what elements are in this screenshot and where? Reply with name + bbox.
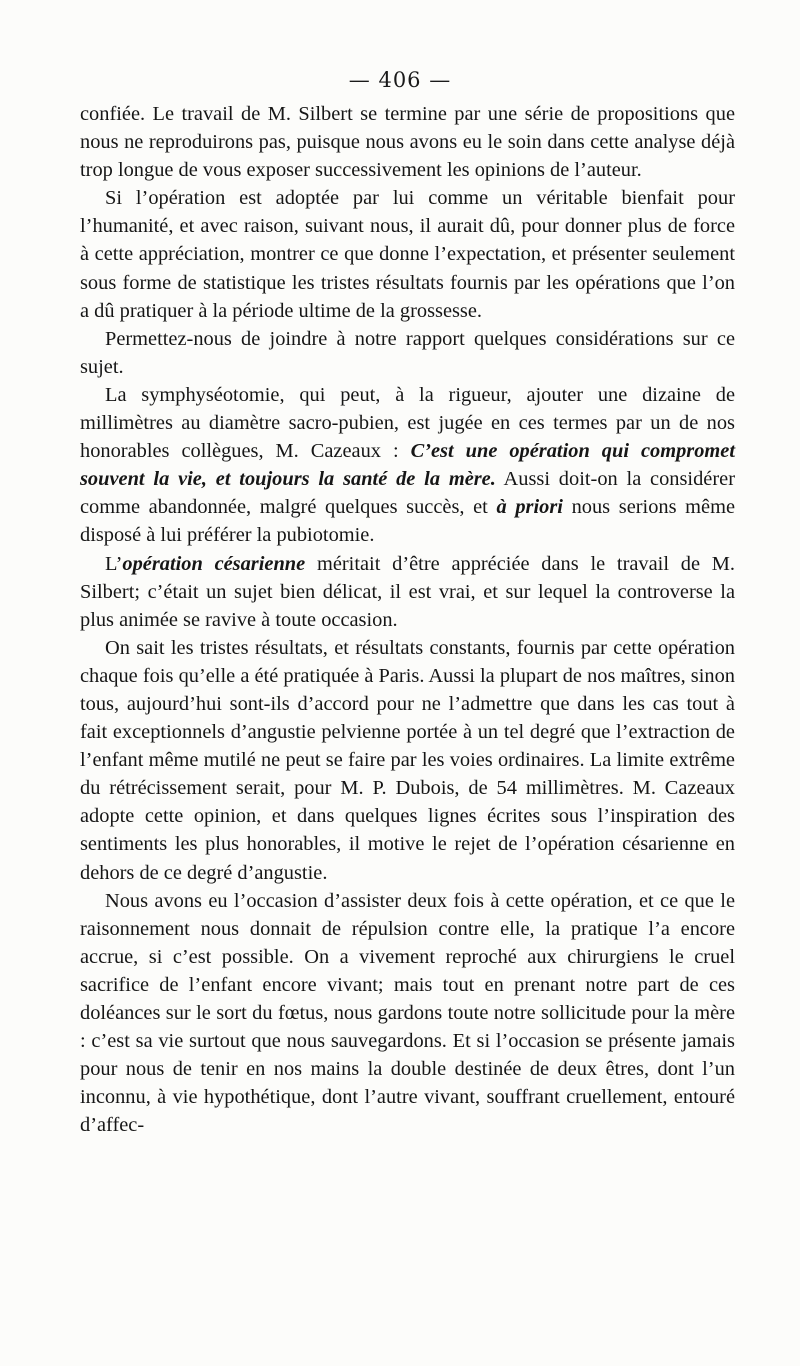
italic-text: C’est une opération qui compromet souvent la vie, et toujours la santé de la mère.	[80, 440, 735, 491]
text-run: nous serions même disposé à lui préférer la pubiotomie.	[80, 496, 735, 547]
text-run: confiée. Le travail de M. Silbert se termine par une série de propositions que nous ne reproduirons pas, puisque nous avons eu le soin dans cette analyse déjà trop longue de vous exposer successivement les opinions de l’auteur.	[80, 103, 735, 182]
body-text	[80, 100, 735, 1139]
paragraph	[80, 325, 735, 381]
paragraph	[80, 100, 735, 184]
paragraph	[80, 184, 735, 324]
italic-text: à priori	[496, 496, 563, 519]
paragraph	[80, 887, 735, 1140]
text-run: Nous avons eu l’occasion d’assister deux fois à cette opération, et ce que le raisonnement nous donnait de répulsion contre elle, la pratique l’a encore accrue, si c’est possible. On a vivement reproché aux chirurgiens le cruel sacrifice de l’enfant encore vivant; mais tout en prenant notre part de ces doléances sur le sort du fœtus, nous gardons toute notre sollicitude pour la mère : c’est sa vie surtout que nous sauvegardons. Et si l’occasion se présente jamais pour nous de tenir en nos mains la double destinée de deux êtres, dont l’un inconnu, à vie hypothétique, dont l’autre vivant, souffrant cruellement, entouré d’affec-	[80, 889, 735, 1137]
text-run: Aussi doit-on la considérer comme abandonnée, malgré quelques succès, et	[80, 468, 735, 519]
text-run: On sait les tristes résultats, et résultats constants, fournis par cette opération chaque fois qu’elle a été pratiquée à Paris. Aussi la plupart de nos maîtres, sinon tous, aujourd’hui sont-ils d’accord pour ne l’admettre que dans les cas tout à fait exceptionnels d’angustie pelvienne portée à un tel degré que l’extraction de l’enfant même mutilé ne peut se faire par les voies ordinaires. La limite extrême du rétrécissement serait, pour M. P. Dubois, de 54 millimètres. M. Cazeaux adopte cette opinion, et dans quelques lignes écrites sous l’inspiration des sentiments les plus honorables, il motive le rejet de l’opération césarienne en dehors de ce degré d’angustie.	[80, 636, 735, 884]
page-number: — 406 —	[348, 68, 452, 92]
text-run: La symphyséotomie, qui peut, à la rigueur, ajouter une dizaine de millimètres au diamètre sacro-pubien, est jugée en ces termes par un de nos honorables collègues, M. Cazeaux :	[80, 383, 735, 463]
italic-text: opération césarienne	[122, 552, 306, 575]
text-run: Si l’opération est adoptée par lui comme un véritable bienfait pour l’humanité, et avec raison, suivant nous, il aurait dû, pour donner plus de force à cette appréciation, montrer ce que donne l’expectation, et présenter seulement sous forme de statistique les tristes résultats fournis par les opérations que l’on a dû pratiquer à la période ultime de la grossesse.	[80, 187, 735, 322]
paragraph	[80, 550, 735, 634]
text-run: L’	[105, 552, 123, 575]
paragraph	[80, 634, 735, 887]
text-run: méritait d’être appréciée dans le travail de M. Silbert; c’était un sujet bien délicat, il est vrai, et sur lequel la controverse la plus animée se ravive à toute occasion.	[80, 552, 736, 631]
text-run: Permettez-nous de joindre à notre rapport quelques considérations sur ce sujet.	[80, 327, 735, 378]
paragraph	[80, 381, 735, 550]
